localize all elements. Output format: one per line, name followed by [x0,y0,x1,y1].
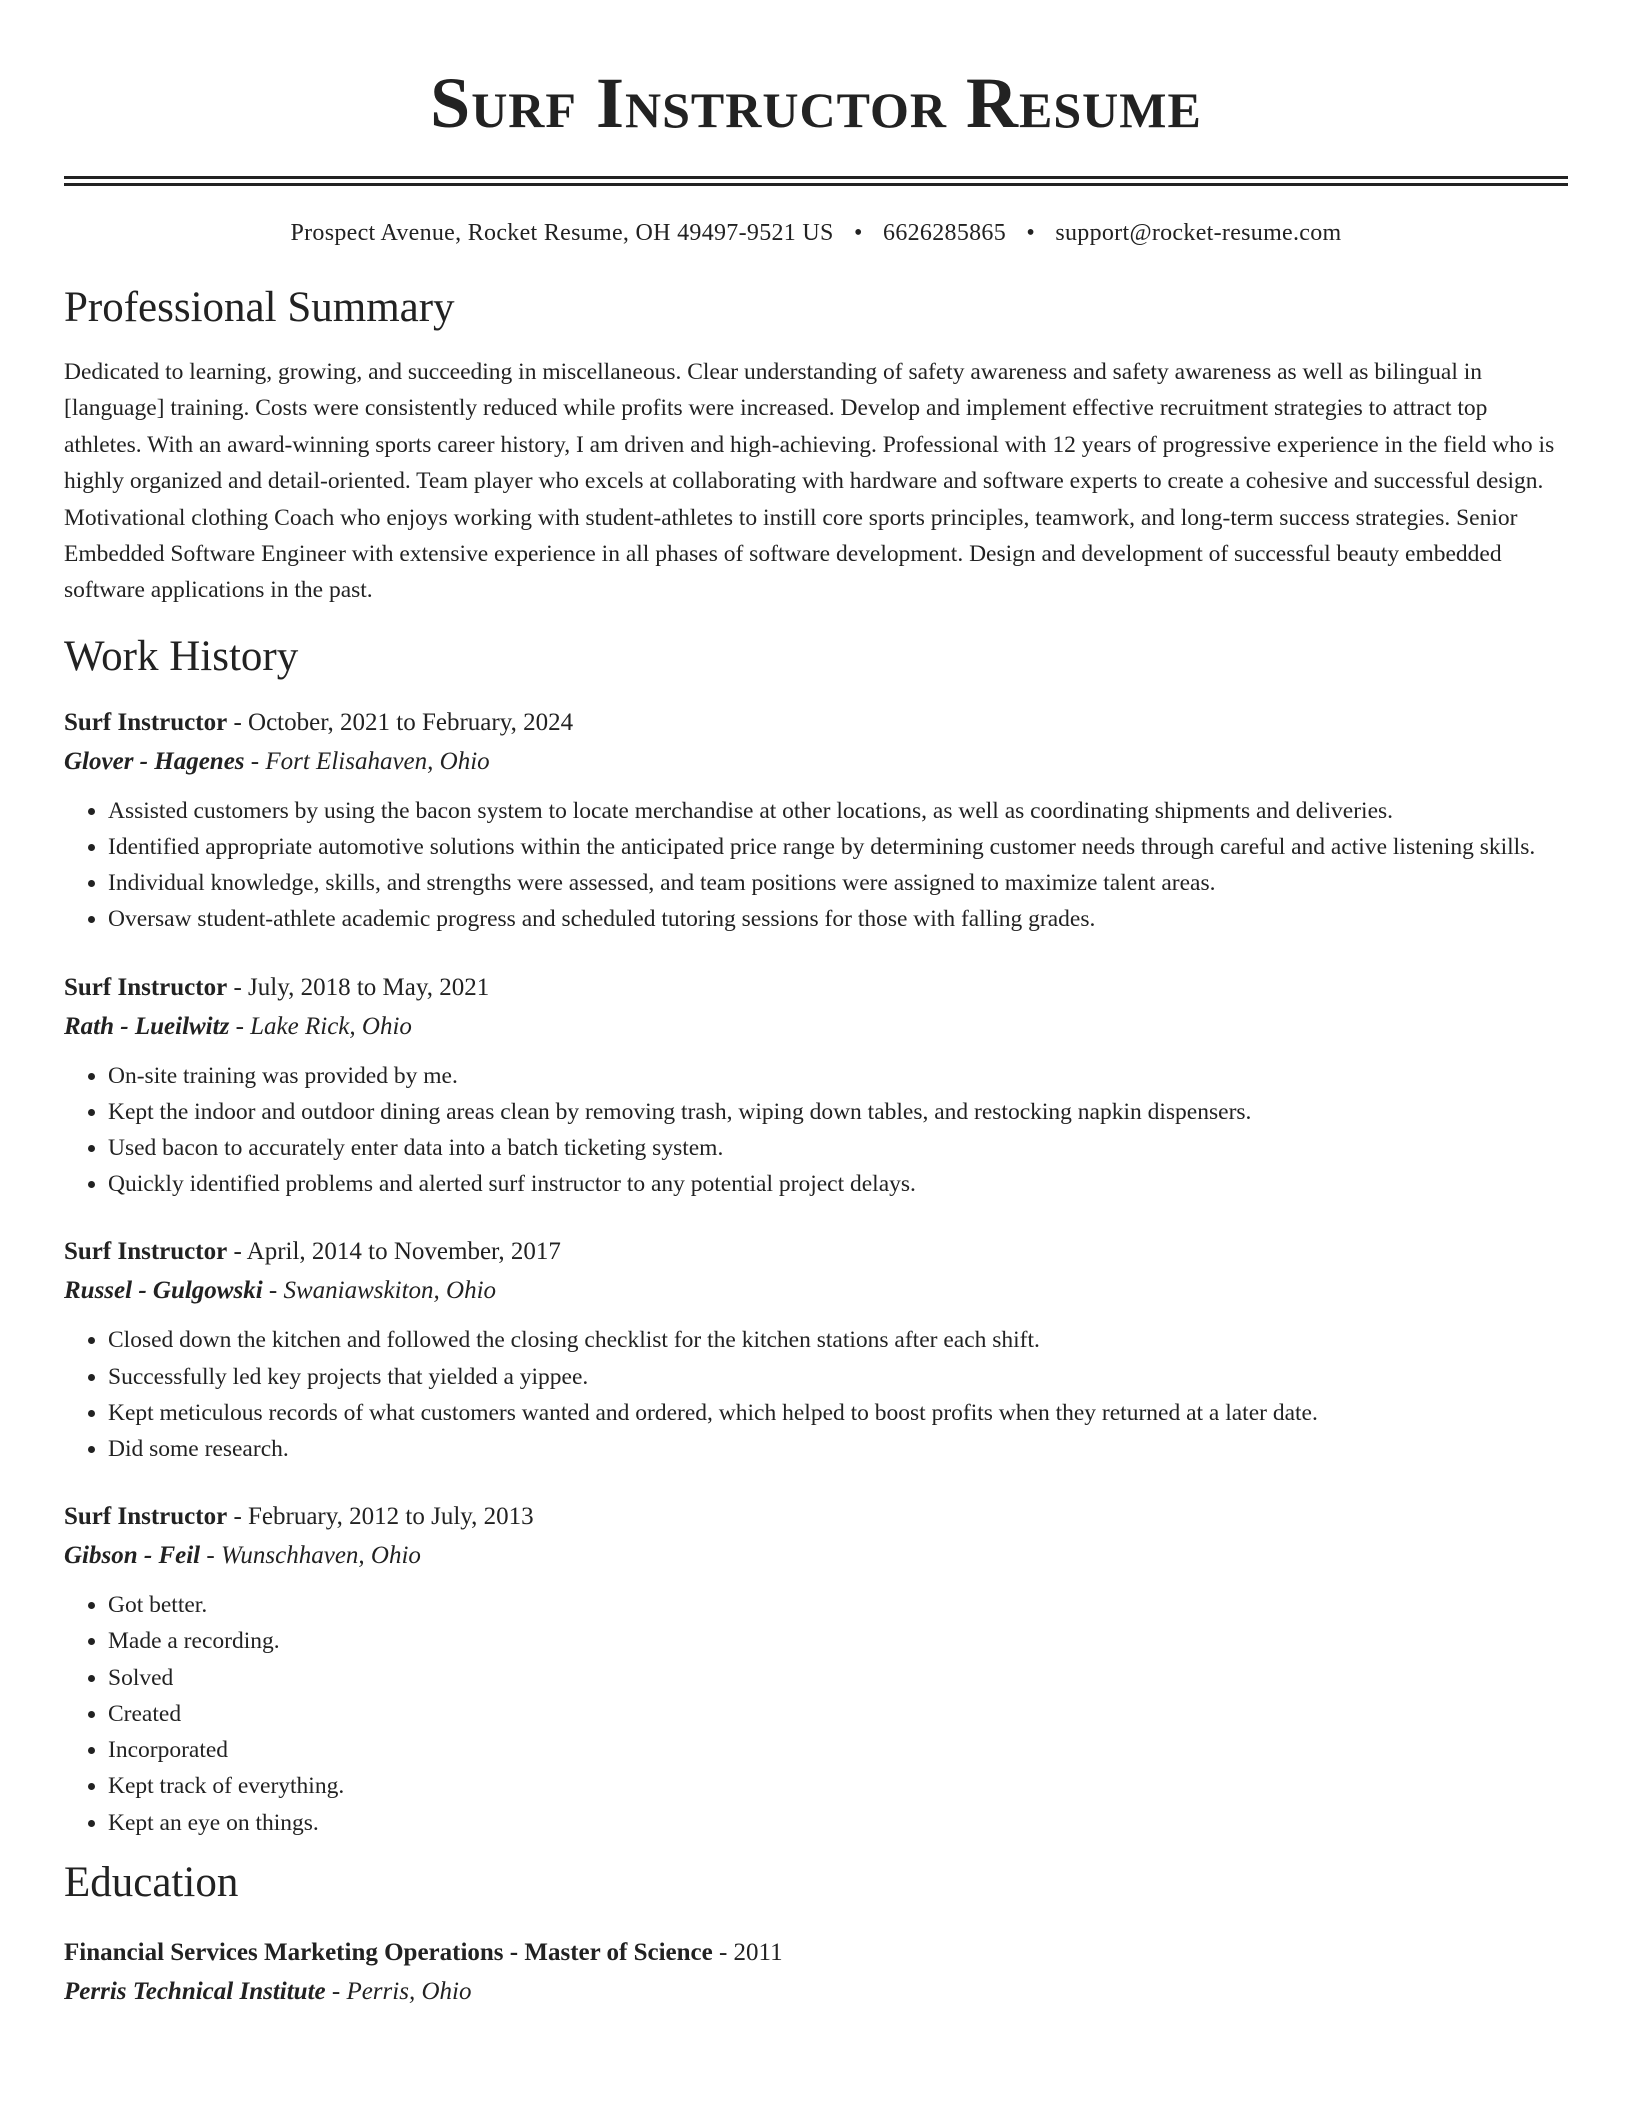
job-bullet: • Successfully led key projects that yielded a yippee. [108,1359,1568,1395]
dash-separator: - [227,708,249,736]
job-bullet: • Individual knowledge, skills, and strengths were assessed, and team positions were assigned to maximize talent areas. [108,865,1568,901]
company-name: Rath - Lueilwitz [64,1012,230,1040]
job-bullet: • Solved [108,1660,1568,1696]
dash-separator: - [227,1238,247,1266]
summary-heading: Professional Summary [64,284,455,331]
degree-year: 2011 [733,1938,783,1966]
job-bullet: • Did some research. [108,1431,1568,1467]
job-bullet: • Got better. [108,1587,1568,1623]
company-name: Russel - Gulgowski [64,1277,263,1305]
job-heading [64,1497,1568,1536]
education-entry [64,1933,1568,2011]
degree-name: Financial Services Marketing Operations - Master of Science [64,1938,713,1966]
degree-heading [64,1933,1568,1972]
summary-text: Dedicated to learning, growing, and succeeding in miscellaneous. Clear understanding of safety awareness and safety awareness as well as bilingual in [language] training. Costs were consistently reduced while profits were increased. Develop and implement effective recruitment strategies to attract top athletes. With an award-winning sports career history, I am driven and high-achieving. Professional with 12 years of progressive experience in the field who is highly organized and detail-oriented. Team player who excels at collaborating with hardware and software experts to create a cohesive and successful design. Motivational clothing Coach who enjoys working with student-athletes to instill core sports principles, teamwork, and long-term success strategies. Senior Embedded Software Engineer with extensive experience in all phases of software development. Design and development of successful beauty embedded software applications in the past. [64,359,1555,604]
job-bullet: • Used bacon to accurately enter data into a batch ticketing system. [108,1130,1568,1166]
company-heading [64,742,1568,781]
dash-separator: - [200,1542,221,1570]
contact-email[interactable]: support@rocket-resume.com [1055,220,1342,246]
job-entry [64,1497,1568,1840]
job-bullet: • Created [108,1696,1568,1732]
school-location: Perris, Ohio [346,1977,472,2005]
work-history-list [64,703,1568,1841]
contact-phone[interactable]: 6626285865 [883,220,1007,246]
dash-separator: - [227,973,249,1001]
company-heading [64,1007,1568,1046]
job-title: Surf Instructor [64,708,228,736]
contact-separator: • [854,220,863,246]
title-divider [64,176,1568,186]
job-bullet: • Made a recording. [108,1623,1568,1659]
dash-separator: - [227,1503,249,1531]
job-title: Surf Instructor [64,1238,228,1266]
job-dates: July, 2018 to May, 2021 [248,973,490,1001]
job-dates: April, 2014 to November, 2017 [246,1238,561,1266]
job-entry [64,1232,1568,1467]
contact-address: Prospect Avenue, Rocket Resume, OH 49497-9521 US [290,220,834,246]
contact-separator: • [1026,220,1036,246]
job-bullet: • Incorporated [108,1732,1568,1768]
job-location: Wunschhaven, Ohio [220,1542,421,1570]
job-location: Swaniawskiton, Ohio [283,1277,497,1305]
job-location: Fort Elisahaven, Ohio [265,747,490,775]
job-bullet: • On-site training was provided by me. [108,1058,1568,1094]
school-name: Perris Technical Institute [64,1977,326,2005]
job-bullets [64,1058,1568,1203]
company-name: Glover - Hagenes [64,747,245,775]
job-bullets [64,1587,1568,1840]
dash-separator: - [262,1277,284,1305]
job-entry [64,968,1568,1203]
school-heading [64,1972,1568,2011]
education-list [64,1933,1568,2011]
job-location: Lake Rick, Ohio [250,1012,412,1040]
job-bullets [64,1322,1568,1467]
job-bullet: • Kept meticulous records of what customers wanted and ordered, which helped to boost profits when they returned at a later date. [108,1395,1568,1431]
dash-separator: - [229,1012,251,1040]
job-bullet: • Identified appropriate automotive solutions within the anticipated price range by determining customer needs through careful and active listening skills. [108,829,1568,865]
contact-line [64,216,1568,250]
job-title: Surf Instructor [64,973,228,1001]
job-bullet: • Closed down the kitchen and followed the closing checklist for the kitchen stations after each shift. [108,1322,1568,1358]
job-title: Surf Instructor [64,1503,228,1531]
company-name: Gibson - Feil [64,1542,201,1570]
company-heading [64,1536,1568,1575]
job-bullet: • Quickly identified problems and alerted surf instructor to any potential project delays. [108,1166,1568,1202]
job-dates: February, 2012 to July, 2013 [248,1503,534,1531]
work-history-heading: Work History [64,632,299,680]
job-dates: October, 2021 to February, 2024 [248,708,574,736]
job-bullet: • Oversaw student-athlete academic progress and scheduled tutoring sessions for those with falling grades. [108,901,1568,937]
job-bullet: • Kept the indoor and outdoor dining areas clean by removing trash, wiping down tables, and restocking napkin dispensers. [108,1094,1568,1130]
resume-title: Surf Instructor Resume [430,63,1202,143]
job-bullet: • Kept track of everything. [108,1768,1568,1804]
job-bullets [64,793,1568,938]
education-heading: Education [64,1858,239,1906]
job-heading [64,968,1568,1007]
dash-separator: - [712,1938,734,1966]
job-bullet: • Assisted customers by using the bacon system to locate merchandise at other locations, as well as coordinating shipments and deliveries. [108,793,1568,829]
job-heading [64,1232,1568,1271]
job-entry [64,703,1568,938]
dash-separator: - [325,1977,347,2005]
dash-separator: - [244,747,266,775]
job-bullet: • Kept an eye on things. [108,1805,1568,1841]
job-heading [64,703,1568,742]
company-heading [64,1271,1568,1310]
